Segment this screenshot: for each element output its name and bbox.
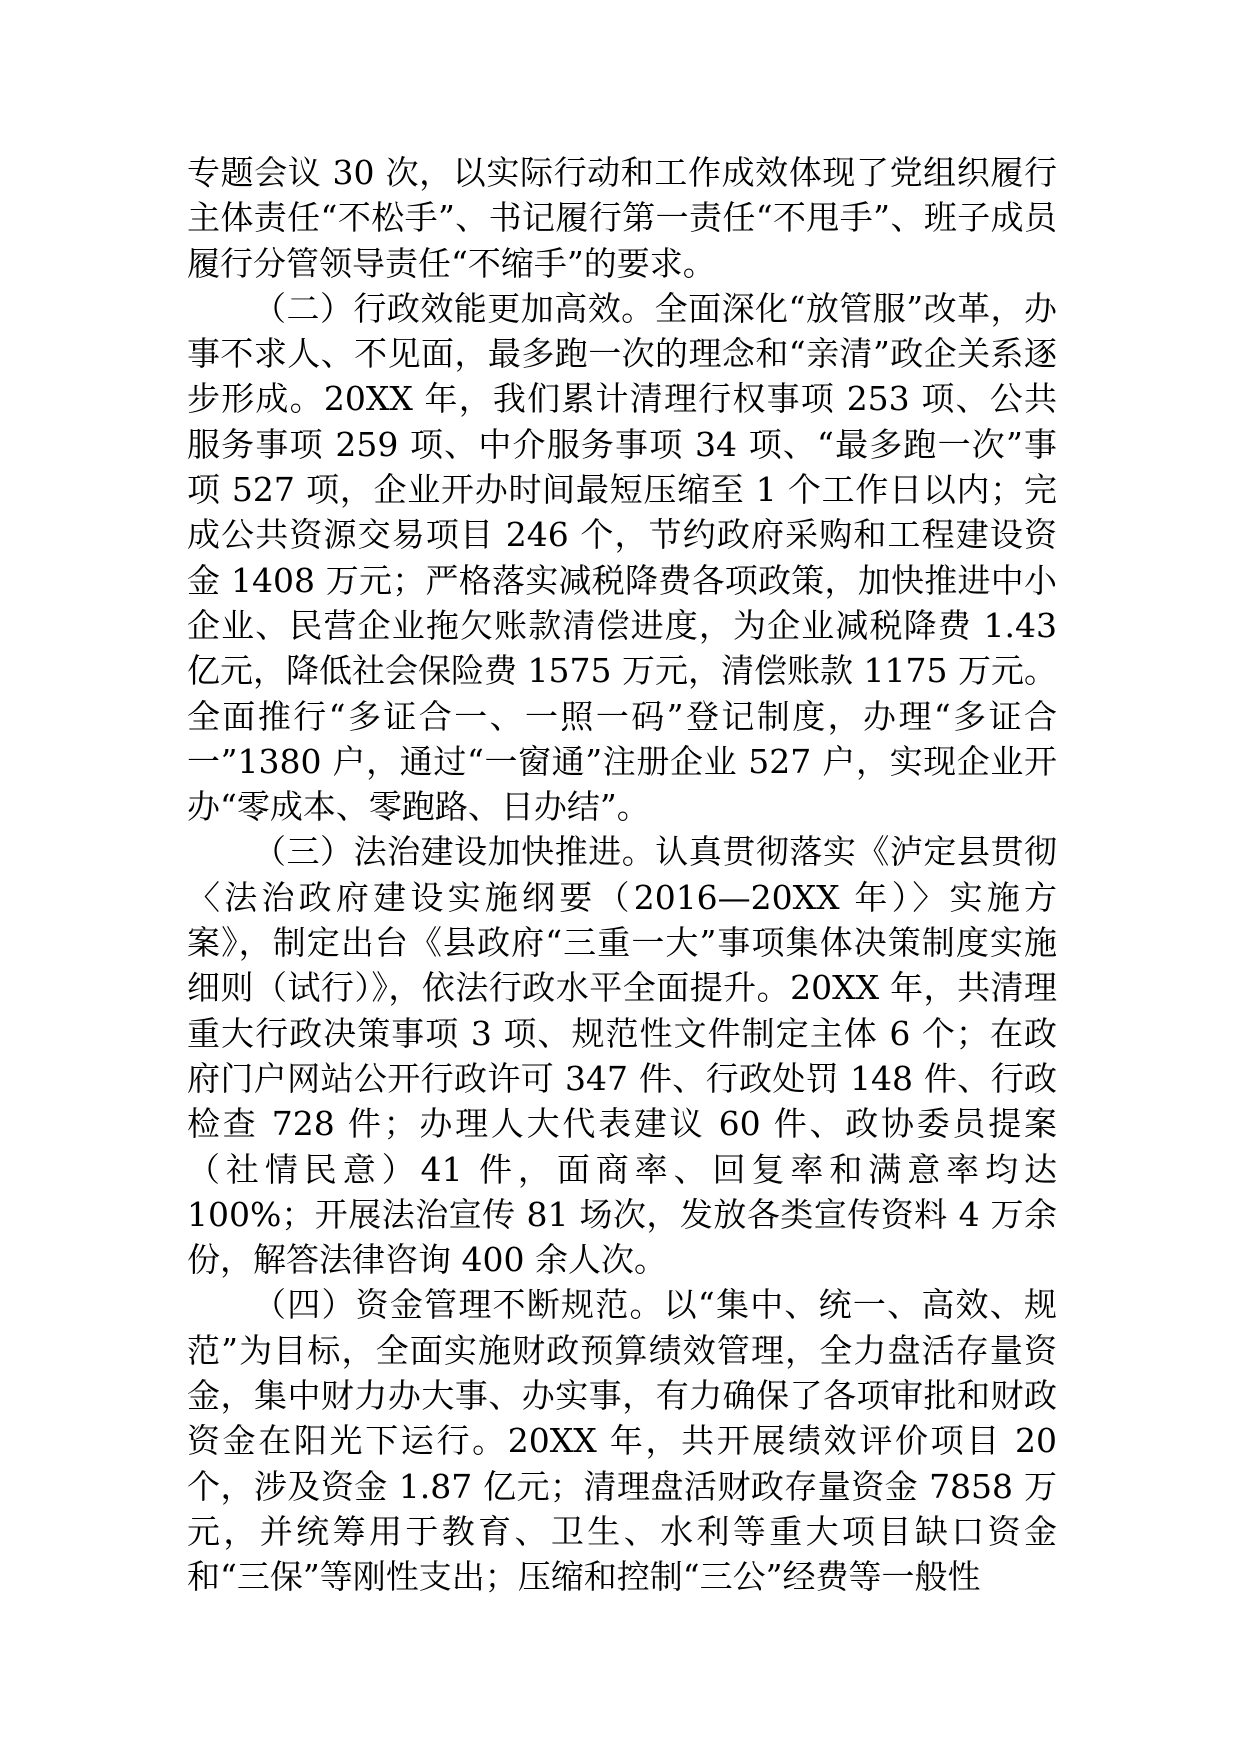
paragraph-continuation: 专题会议 30 次，以实际行动和工作成效体现了党组织履行主体责任“不松手”、书记履行第一责任“不甩手”、班子成员履行分管领导责任“不缩手”的要求。 <box>187 153 1057 283</box>
document-body <box>187 150 1057 1600</box>
paragraph-administrative-efficiency: （二）行政效能更加高效。全面深化“放管服”改革，办事不求人、不见面，最多跑一次的理念和“亲清”政企关系逐步形成。20XX 年，我们累计清理行权事项 253 项、公共服务事项 259 项、中介服务事项 34 项、“最多跑一次”事项 527 项，企业开办时间最短压缩至 1 个工作日以内；完成公共资源交易项目 246 个，节约政府采购和工程建设资金 1408 万元；严格落实减税降费各项政策，加快推进中小企业、民营企业拖欠账款清偿进度，为企业减税降费 1.43 亿元，降低社会保险费 1575 万元，清偿账款 1175 万元。全面推行“多证合一、一照一码”登记制度，办理“多证合一”1380 户，通过“一窗通”注册企业 527 户，实现企业开办“零成本、零跑路、日办结”。 <box>187 288 1057 827</box>
paragraph-rule-of-law: （三）法治建设加快推进。认真贯彻落实《泸定县贯彻〈法治政府建设实施纲要（2016—20XX 年）〉实施方案》，制定出台《县政府“三重一大”事项集体决策制度实施细则（试行）》，依法行政水平全面提升。20XX 年，共清理重大行政决策事项 3 项、规范性文件制定主体 6 个；在政府门户网站公开行政许可 347 件、行政处罚 148 件、行政检查 728 件；办理人大代表建议 60 件、政协委员提案（社情民意）41 件，面商率、回复率和满意率均达 100%；开展法治宣传 81 场次，发放各类宣传资料 4 万余份，解答法律咨询 400 余人次。 <box>187 832 1057 1280</box>
paragraph-fund-management: （四）资金管理不断规范。以“集中、统一、高效、规范”为目标，全面实施财政预算绩效管理，全力盘活存量资金，集中财力办大事、办实事，有力确保了各项审批和财政资金在阳光下运行。20XX 年，共开展绩效评价项目 20 个，涉及资金 1.87 亿元；清理盘活财政存量资金 7858 万元，并统筹用于教育、卫生、水利等重大项目缺口资金和“三保”等刚性支出；压缩和控制“三公”经费等一般性 <box>187 1285 1057 1597</box>
